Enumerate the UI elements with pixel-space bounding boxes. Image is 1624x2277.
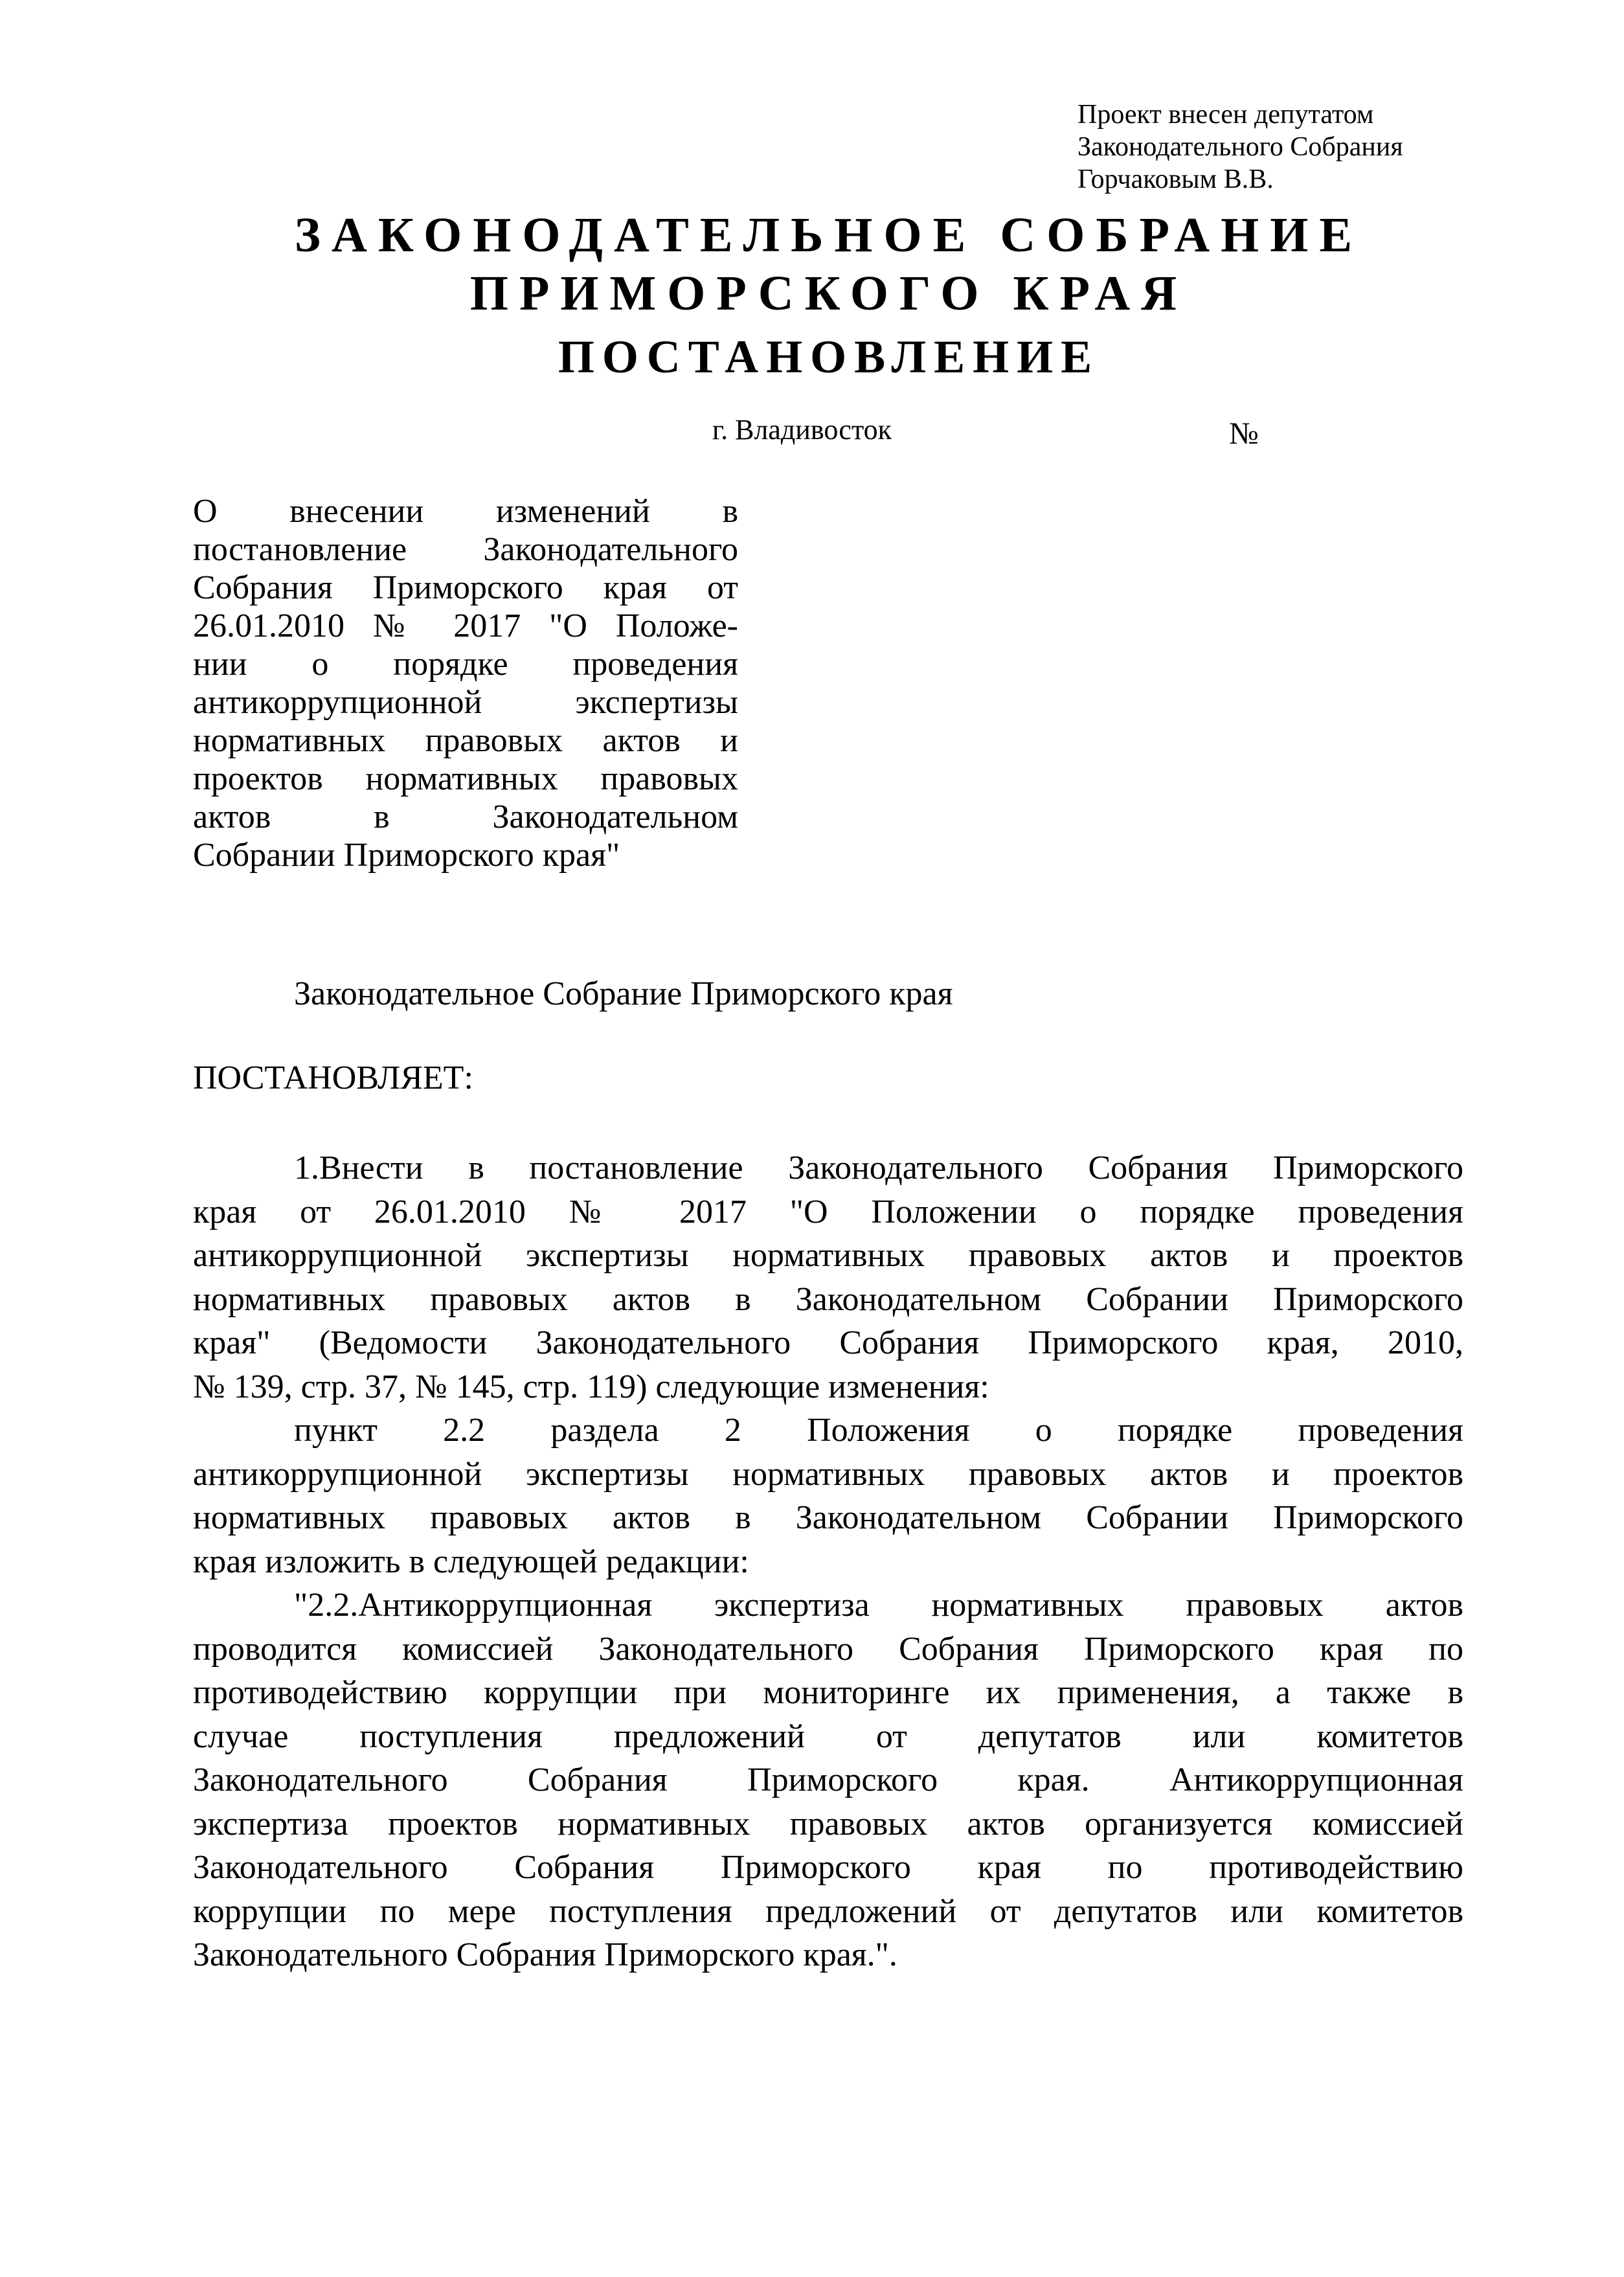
author-note-line: Горчаковым В.В. [1077,164,1274,194]
body-line: края от 26.01.2010 № 2017 "О Положении о порядке проведения [193,1193,1463,1230]
subject-line: нормативных правовых актов и [193,722,738,759]
body-line: нормативных правовых актов в Законодательном Собрании Приморского [193,1280,1463,1318]
subject-line: О внесении изменений в [193,493,738,530]
organization-title-line: ЗАКОНОДАТЕЛЬНОЕ СОБРАНИЕ [294,208,1364,262]
preamble: Законодательное Собрание Приморского края [294,975,953,1012]
body-line: проводится комиссией Законодательного Собрания Приморского края по [193,1630,1463,1668]
subject-line: антикоррупционной экспертизы [193,684,738,721]
author-note-line: Проект внесен депутатом [1077,100,1374,130]
body-line: случае поступления предложений от депутатов или комитетов [193,1717,1463,1755]
body-text [193,1146,1463,1977]
body-line: антикоррупционной экспертизы нормативных правовых актов и проектов [193,1237,1463,1274]
subject-line: нии о порядке проведения [193,646,738,683]
organization-title-line: ПРИМОРСКОГО КРАЯ [469,266,1188,321]
body-line: 1.Внести в постановление Законодательного Собрания Приморского [294,1150,1463,1186]
subject-line: проектов нормативных правовых [193,760,738,797]
body-line: края" (Ведомости Законодательного Собрания Приморского края, 2010, [193,1324,1463,1361]
author-note [1077,98,1570,196]
body-line: края изложить в следующей редакции: [193,1543,749,1580]
body-line: противодействию коррупции при мониторинге их применения, а также в [193,1674,1463,1711]
city-of-issue: г. Владивосток [712,414,892,446]
body-line: № 139, стр. 37, № 145, стр. 119) следующие изменения: [193,1368,989,1405]
subject-block [193,492,738,874]
organization-title [194,206,1463,323]
decree-word: ПОСТАНОВЛЯЕТ: [193,1059,473,1096]
body-line: нормативных правовых актов в Законодательном Собрании Приморского [193,1499,1463,1536]
subject-line: Собрании Приморского края" [193,837,620,874]
body-line: "2.2.Антикоррупционная экспертиза нормативных правовых актов [294,1587,1463,1624]
body-line: Законодательного Собрания Приморского края по противодействию [193,1849,1463,1886]
body-line: антикоррупционной экспертизы нормативных правовых актов и проектов [193,1455,1463,1493]
body-line: Законодательного Собрания Приморского края. Антикоррупционная [193,1762,1463,1798]
subject-line: 26.01.2010 № 2017 "О Положе- [193,607,738,644]
document-type-heading: ПОСТАНОВЛЕНИЕ [558,331,1100,383]
document-number: № [1229,416,1259,451]
subject-line: Собрания Приморского края от [193,569,738,606]
body-line: экспертиза проектов нормативных правовых актов организуется комиссией [193,1805,1463,1842]
subject-line: актов в Законодательном [193,799,738,835]
body-line: Законодательного Собрания Приморского края.". [193,1936,897,1973]
author-note-line: Законодательного Собрания [1077,132,1403,162]
subject-line: постановление Законодательного [193,531,738,568]
body-line: пункт 2.2 раздела 2 Положения о порядке проведения [294,1412,1463,1449]
body-line: коррупции по мере поступления предложений от депутатов или комитетов [193,1892,1463,1930]
